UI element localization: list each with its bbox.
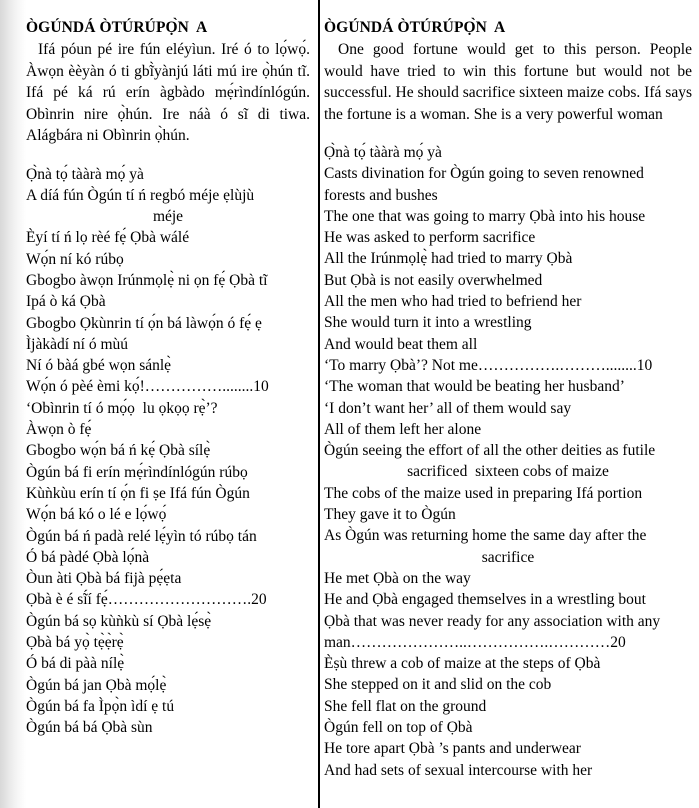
verse-line-text: She would turn it into a wrestling xyxy=(324,314,532,332)
verse-line xyxy=(26,653,310,674)
verse-line xyxy=(324,270,692,291)
verse-line-text: Ọ̀nà tọ́ tààrà mọ́ yà xyxy=(26,165,144,183)
verse-line xyxy=(324,674,692,695)
verse-line-text: Ọbà bá yọ̀ tẹ̀ẹ̀rẹ̀ xyxy=(26,634,124,652)
verse-line xyxy=(324,525,692,568)
verse-line-text: Gbogbo Ọkùnrin tí ọ́n bá làwọ́n ó fẹ́ ẹ xyxy=(26,314,262,332)
verse-line xyxy=(26,675,310,696)
verse-line-text: Èyí tí ń lọ rèé fẹ́ Ọbà wálé xyxy=(26,229,190,247)
verse-line-continuation: méje xyxy=(152,208,184,226)
verse-line xyxy=(324,163,692,206)
verse-line-text: Ògún seeing the effort of all the other deities as futile xyxy=(324,442,656,460)
verse-line xyxy=(26,504,310,525)
verse-line-text: Casts divination for Ògún going to seven renowned xyxy=(324,165,644,183)
verse-line-text: Wọ́n ní kó rúbọ xyxy=(26,250,124,268)
verse-line-text: And would beat them all xyxy=(324,335,478,353)
verse-line-text: ‘Obìnrin tí ó mọ́ọ lu ọkọọ rẹ̀’? xyxy=(26,399,218,417)
verse-line-text: All of them left her alone xyxy=(324,420,482,438)
verse-line-text: Ògún bá bá Ọbà sùn xyxy=(26,719,153,737)
verse-line-text: Ó bá pàdé Ọbà lọ́nà xyxy=(26,548,150,566)
verse-line-text: ‘The woman that would be beating her husband’ xyxy=(324,378,625,396)
verse-line-text: Wọ́n bá kó o lé e lọ́wọ́ xyxy=(26,506,167,524)
verse-line xyxy=(324,611,692,654)
verse-line xyxy=(26,589,310,610)
verse-line-text: Àwọn ò fẹ́ xyxy=(26,421,92,439)
verse-line xyxy=(26,568,310,589)
verse-line-text: The one that was going to marry Ọbà into his house xyxy=(324,207,646,225)
verse-line xyxy=(26,249,310,270)
verse-line-text: Ó bá di pàà nílẹ̀ xyxy=(26,655,125,673)
verse-line xyxy=(26,185,310,228)
english-verse-list xyxy=(324,142,692,781)
verse-line-text: Ògún bá ń padà relé lẹ́yìn tó rúbọ tán xyxy=(26,527,257,545)
verse-line xyxy=(26,696,310,717)
yoruba-paragraph: Ifá póun pé ire fún eléyìun. Iré ó to lọ́wọ́. Àwọn èèyàn ó ti gbĩ̀yànjú láti mú ire ọ̀hún tĩ. Ifá pé ká rú erín àgbàdo mẹ́rìndínlógún. Obìnrin nire ọ̀hún. Ire náà ó sĩ di tiwa. Alágbára ni Obìnrin ọ̀hún. xyxy=(26,41,310,144)
verse-line-text: Ògún bá sọ kùǹkù sí Ọbà lẹ́sẹ̀ xyxy=(26,612,212,630)
verse-line xyxy=(26,398,310,419)
english-spacer xyxy=(324,125,692,142)
verse-line-text: Ọbà è é sĩ́í fẹ́……………………….20 xyxy=(26,591,267,609)
verse-line xyxy=(324,653,692,674)
verse-line-text: As Ògún was returning home the same day after the xyxy=(324,527,647,545)
verse-line xyxy=(324,398,692,419)
verse-line xyxy=(324,142,692,163)
yoruba-column xyxy=(26,18,310,739)
verse-line xyxy=(26,291,310,312)
verse-line xyxy=(26,270,310,291)
verse-line-continuation: sacrificed sixteen cobs of maize xyxy=(407,463,609,481)
verse-line xyxy=(324,483,692,504)
verse-line xyxy=(324,334,692,355)
verse-line xyxy=(26,164,310,185)
english-paragraph: One good fortune would get to this person. People would have tried to win this fortune but would not be successful. He should sacrifice sixteen maize cobs. Ifá says the fortune is a woman. She is a very powerful woman xyxy=(324,41,692,123)
verse-line xyxy=(324,227,692,248)
verse-line xyxy=(26,483,310,504)
verse-line-continuation: forests and bushes xyxy=(324,186,438,204)
verse-line-text: A díá fún Ògún tí ń regbó méje ẹlùjù xyxy=(26,186,255,204)
verse-line xyxy=(26,526,310,547)
verse-line-text: Ọ̀nà tọ́ tààrà mọ́ yà xyxy=(324,144,442,161)
verse-line xyxy=(26,440,310,461)
english-heading: ÒGÚNDÁ ÒTÚRÚPỌ̀N A xyxy=(324,19,506,36)
verse-line xyxy=(26,632,310,653)
verse-line xyxy=(26,462,310,483)
verse-line-text: Ọbà that was never ready for any association with any xyxy=(324,612,661,630)
verse-line-text: Gbogbo wọ́n bá ń kẹ́ Ọbà sílẹ̀ xyxy=(26,442,211,460)
verse-line-text: Ògún fell on top of Ọbà xyxy=(324,719,473,737)
english-column xyxy=(324,18,692,781)
verse-line-text: Òun àti Ọbà bá fijà pẹ́ẹta xyxy=(26,570,182,588)
verse-line-text: Èṣù threw a cob of maize at the steps of Ọbà xyxy=(324,655,601,673)
yoruba-heading: ÒGÚNDÁ ÒTÚRÚPỌ̀N A xyxy=(26,19,208,36)
verse-line xyxy=(324,206,692,227)
verse-line-text: Gbogbo àwọn Irúnmọlẹ̀ ni ọn fẹ́ Ọbà tĩ xyxy=(26,271,268,289)
verse-line-text: He tore apart Ọbà ’s pants and underwear xyxy=(324,740,581,758)
yoruba-verse-list xyxy=(26,164,310,739)
verse-line xyxy=(26,355,310,376)
verse-line-text: Wọ́n ó pèé èmi kọ́!……………........10 xyxy=(26,378,269,396)
verse-line xyxy=(324,589,692,610)
verse-line-text: The cobs of the maize used in preparing Ifá portion xyxy=(324,484,643,502)
verse-line xyxy=(324,738,692,759)
verse-line xyxy=(26,334,310,355)
verse-line xyxy=(26,419,310,440)
verse-line-text: Ní ó bàá gbé wọn sánlẹ̀ xyxy=(26,357,172,375)
verse-line-text: All the Irúnmọlẹ̀ had tried to marry Ọbà xyxy=(324,250,573,268)
verse-line xyxy=(26,611,310,632)
verse-line xyxy=(324,504,692,525)
verse-line xyxy=(26,376,310,397)
column-divider xyxy=(318,0,320,808)
verse-line-text: And had sets of sexual intercourse with her xyxy=(324,761,593,779)
verse-line-text: Ògún bá fi erín mẹ́rìndínlógún rúbọ xyxy=(26,463,248,481)
verse-line xyxy=(324,376,692,397)
verse-line-text: He and Ọbà engaged themselves in a wrestling bout xyxy=(324,591,646,609)
verse-line-text: She stepped on it and slid on the cob xyxy=(324,676,552,694)
verse-line-text: ‘I don’t want her’ all of them would say xyxy=(324,399,572,417)
verse-line-text: Kùǹkùu erín tí ọ́n fi ṣe Ifá fún Ògún xyxy=(26,484,250,502)
verse-line xyxy=(324,355,692,376)
verse-line-continuation: sacrifice xyxy=(481,548,535,566)
verse-line xyxy=(324,696,692,717)
verse-line xyxy=(324,440,692,483)
verse-line xyxy=(324,291,692,312)
verse-line xyxy=(26,313,310,334)
verse-line-text: Ipá ò ká Ọbà xyxy=(26,293,106,311)
verse-line-text: All the men who had tried to befriend her xyxy=(324,293,582,311)
verse-line-text: ‘To marry Ọbà’? Not me…………….………........10 xyxy=(324,356,653,374)
verse-line xyxy=(324,312,692,333)
verse-line xyxy=(324,717,692,738)
verse-line xyxy=(324,760,692,781)
verse-line-text: They gave it to Ògún xyxy=(324,506,456,524)
verse-line xyxy=(26,227,310,248)
verse-line xyxy=(324,248,692,269)
verse-line-text: Ìjàkàdí ní ó mùú xyxy=(26,335,129,353)
yoruba-spacer xyxy=(26,147,310,164)
verse-line-text: She fell flat on the ground xyxy=(324,697,487,715)
verse-line xyxy=(324,568,692,589)
verse-line xyxy=(26,547,310,568)
verse-line-text: He was asked to perform sacrifice xyxy=(324,229,536,247)
verse-line-text: Ògún bá fa Ìpọ̀n ìdí ẹ tú xyxy=(26,697,175,715)
verse-line xyxy=(324,419,692,440)
verse-line xyxy=(26,717,310,738)
verse-line-text: But Ọbà is not easily overwhelmed xyxy=(324,271,543,289)
verse-line-text: He met Ọbà on the way xyxy=(324,569,471,587)
verse-line-continuation: man…………………..…………….…………20 xyxy=(324,633,626,651)
verse-line-text: Ògún bá jan Ọbà mọ́lẹ̀ xyxy=(26,676,167,694)
scan-edge-shadow xyxy=(0,0,26,808)
